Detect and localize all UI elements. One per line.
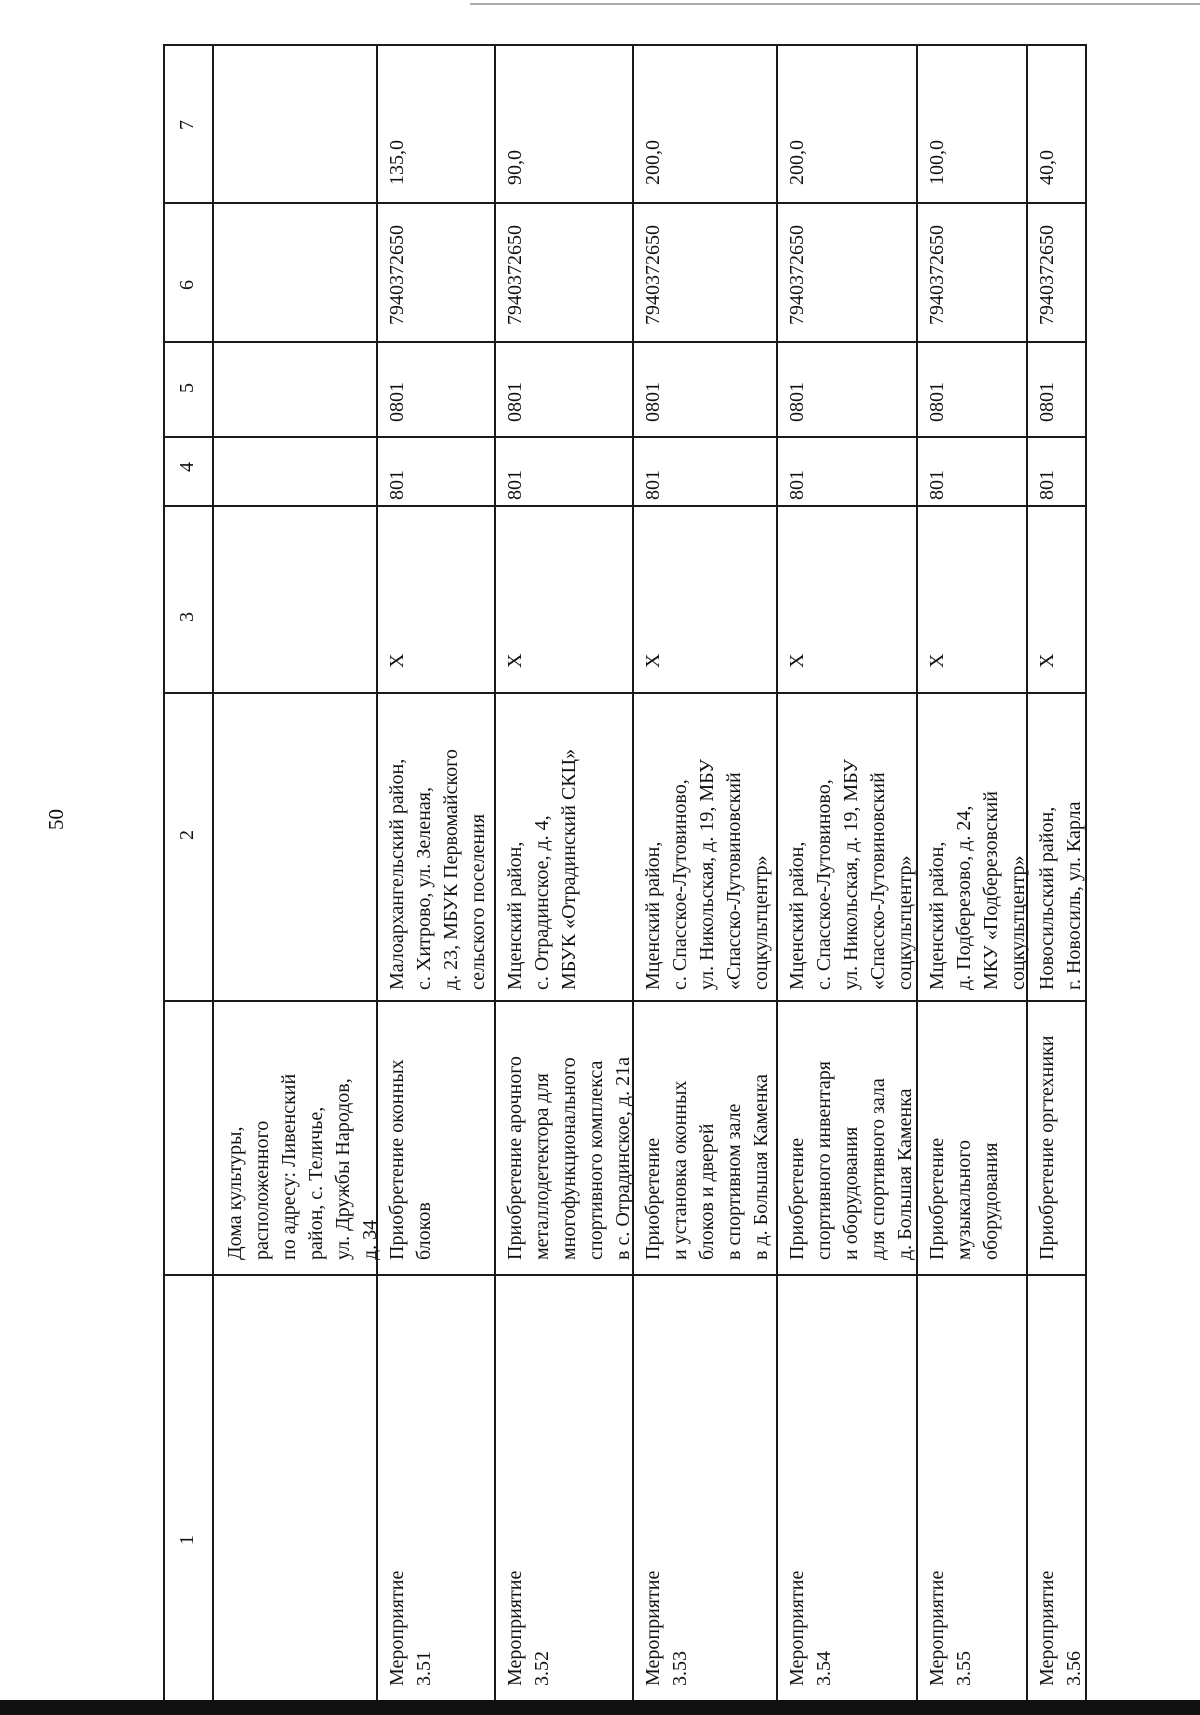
col6-cell: 7940372650 [1036,225,1058,325]
cell-line: Мероприятие [504,1570,526,1686]
cell-line: по адресу: Ливенский [278,1073,300,1260]
col3-cell: X [926,653,948,668]
cell-line: МБУК «Отрадинский СКЦ» [558,748,580,990]
cell-line: 3.53 [669,1651,691,1686]
col5-cell: 0801 [926,382,948,422]
cell-line: сельского поселения [467,813,489,990]
address-cell [924,791,1032,990]
col5-cell: 0801 [386,382,408,422]
address-cell [502,749,583,990]
header-col-3: 3 [176,612,198,622]
address-cell [640,759,775,990]
header-col-6: 6 [176,280,198,290]
cell-line: и установка оконных [669,1080,691,1260]
continuation-name-cell [222,1074,384,1260]
name-cell [640,1074,775,1260]
col4-cell: 801 [1036,470,1058,500]
cell-line: Мценский район, [642,841,664,990]
cell-line: спортивного инвентаря [813,1061,835,1260]
event-cell [640,1571,694,1686]
cell-line: д. 34 [359,1219,381,1260]
col5-cell: 0801 [642,382,664,422]
header-col-2: 2 [176,830,198,840]
cell-line: Мероприятие [786,1570,808,1686]
cell-line: 3.55 [953,1651,975,1686]
header-col-5: 5 [176,383,198,393]
cell-line: с. Спасское-Лутовиново, [813,779,835,990]
cell-line: и оборудования [840,1126,862,1260]
cell-line: Мценский район, [926,841,948,990]
cell-line: для спортивного зала [867,1078,889,1260]
col7-cell: 40,0 [1036,150,1058,185]
cell-line: д. Большая Каменка [894,1088,916,1260]
cell-line: в д. Большая Каменка [750,1074,772,1260]
cell-line: с. Хитрово, ул. Зеленая, [413,787,435,990]
cell-line: расположенного [251,1120,273,1260]
cell-line: в спортивном зале [723,1103,745,1260]
cell-line: спортивного комплекса [585,1060,607,1260]
event-cell [784,1571,838,1686]
address-cell [384,749,492,990]
cell-line: оборудования [980,1142,1002,1260]
cell-line: соцкультцентр» [750,855,772,990]
col5-cell: 0801 [1036,382,1058,422]
cell-line: д. 23, МБУК Первомайского [440,749,462,990]
cell-line: Приобретение оконных [386,1059,408,1260]
cell-line: 3.51 [413,1651,435,1686]
cell-line: район, с. Теличье, [305,1106,327,1260]
cell-line: 3.56 [1063,1651,1085,1686]
cell-line: соцкультцентр» [894,855,916,990]
cell-line: Мероприятие [386,1570,408,1686]
cell-line: Приобретение оргтехники [1036,1035,1058,1260]
cell-line: металлодетектора для [531,1073,553,1260]
cell-line: г. Новосиль, ул. Карла [1063,801,1085,990]
cell-line: в с. Отрадинское, д. 21а [612,1057,634,1260]
col7-cell: 200,0 [642,140,664,185]
col7-cell: 200,0 [786,140,808,185]
name-cell [924,1138,1005,1260]
event-cell [924,1571,978,1686]
col6-cell: 7940372650 [786,225,808,325]
name-cell [384,1059,438,1260]
cell-line: Приобретение [786,1137,808,1260]
cell-line: соцкультцентр» [1007,855,1029,990]
name-cell [502,1056,637,1260]
cell-line: Мценский район, [786,841,808,990]
col7-cell: 90,0 [504,150,526,185]
cell-line: музыкального [953,1140,975,1260]
cell-line: Дома культуры, [224,1126,246,1260]
col5-cell: 0801 [786,382,808,422]
event-cell [384,1571,438,1686]
col3-cell: X [786,653,808,668]
cell-line: многофункционального [558,1057,580,1260]
cell-line: Мероприятие [926,1570,948,1686]
cell-line: Приобретение арочного [504,1056,526,1260]
col6-cell: 7940372650 [386,225,408,325]
page-number: 50 [44,809,68,830]
col3-cell: X [1036,653,1058,668]
cell-line: ул. Никольская, д. 19, МБУ [696,758,718,990]
col3-cell: X [386,653,408,668]
col3-cell: X [504,653,526,668]
cell-line: Мероприятие [1036,1570,1058,1686]
col4-cell: 801 [504,470,526,500]
cell-line: Малоархангельский район, [386,758,408,990]
col7-cell: 135,0 [386,140,408,185]
col6-cell: 7940372650 [504,225,526,325]
cell-line: блоков [413,1202,435,1260]
header-col-7: 7 [176,120,198,130]
col4-cell: 801 [786,470,808,500]
cell-line: Приобретение [926,1137,948,1260]
col4-cell: 801 [926,470,948,500]
cell-line: МКУ «Подберезовский [980,791,1002,990]
col6-cell: 7940372650 [926,225,948,325]
cell-line: Мценский район, [504,841,526,990]
cell-line: д. Подберезово, д. 24, [953,805,975,990]
cell-line: Приобретение [642,1137,664,1260]
cell-line: 3.54 [813,1651,835,1686]
name-cell [784,1061,919,1260]
col4-cell: 801 [386,470,408,500]
col3-cell: X [642,653,664,668]
header-col-1: 1 [176,1535,198,1545]
address-cell [1034,801,1088,990]
cell-line: блоков и дверей [696,1123,718,1260]
col4-cell: 801 [642,470,664,500]
address-cell [784,759,919,990]
cell-line: ул. Дружбы Народов, [332,1078,354,1260]
name-cell [1034,1036,1061,1260]
col6-cell: 7940372650 [642,225,664,325]
cell-line: «Спасско-Лутовиновский [723,772,745,990]
cell-line: Новосильский район, [1036,806,1058,990]
col5-cell: 0801 [504,382,526,422]
header-col-4: 4 [176,462,198,472]
cell-line: 3.52 [531,1651,553,1686]
cell-line: с. Спасское-Лутовиново, [669,779,691,990]
cell-line: «Спасско-Лутовиновский [867,772,889,990]
scan-top-edge [470,3,1200,5]
scan-edge-bar [0,1700,1200,1715]
col7-cell: 100,0 [926,140,948,185]
cell-line: ул. Никольская, д. 19, МБУ [840,758,862,990]
cell-line: Мероприятие [642,1570,664,1686]
event-cell [1034,1571,1088,1686]
event-cell [502,1571,556,1686]
cell-line: с. Отрадинское, д. 4, [531,815,553,990]
